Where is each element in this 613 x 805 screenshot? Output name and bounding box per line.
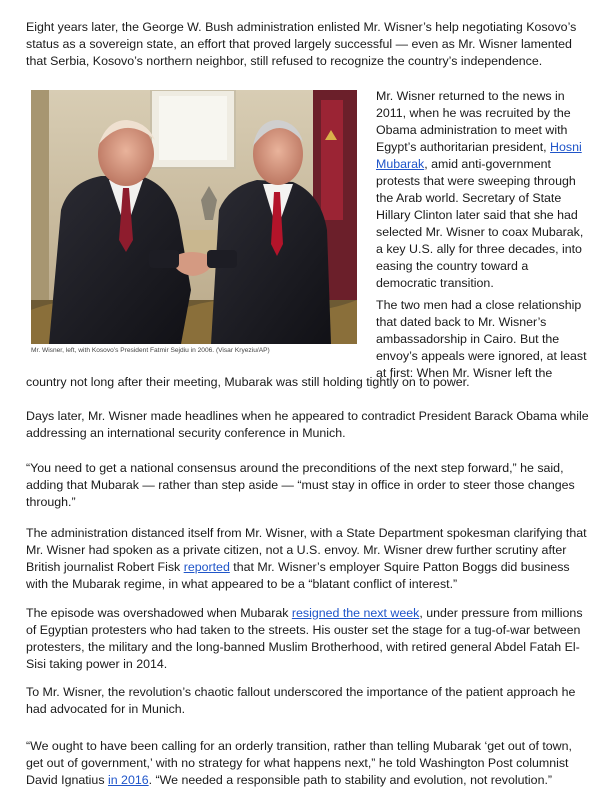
paragraph-mubarak-2011: [376, 88, 590, 292]
paragraph-text: The administration distanced itself from Mr. Wisner, with a State Department spokesman clarifying that Mr. Wisner had spoken as a private citizen, not a U.S. envoy. Mr. Wisner drew further scrutiny after British journalist Robert Fisk: [26, 526, 587, 574]
paragraph-text: The episode was overshadowed when Mubarak: [26, 606, 292, 620]
paragraph-resigned: [26, 605, 592, 673]
paragraph-text: “We ought to have been calling for an orderly transition, rather than telling Mubarak ‘get out of town, get out of government,’ with no strategy for what happens next,” he told Washington Post columnist David Ignatius: [26, 739, 572, 787]
link-reported[interactable]: reported: [183, 560, 230, 574]
paragraph-text: , amid anti-government protests that were sweeping through the Arab world. Secretary of State Hillary Clinton later said that she had selected Mr. Wisner to coax Mubarak, a key U.S. ally for three decades, into easing the country toward a democratic transition.: [376, 157, 584, 290]
paragraph-relationship: The two men had a close relationship that dated back to Mr. Wisner’s ambassadorship in Cairo. But the envoy’s appeals were ignored, at least at first: When Mr. Wisner left the: [376, 298, 587, 380]
paragraph-munich: Days later, Mr. Wisner made headlines when he appeared to contradict President Barack Obama while addressing an international security conference in Munich.: [26, 409, 589, 440]
paragraph-quote-consensus: “You need to get a national consensus around the preconditions of the next step forward,” he said, adding that Mubarak — rather than step aside — “must stay in office in order to steer those changes through.”: [26, 461, 575, 509]
link-hosni-mubarak[interactable]: Hosni Mubarak: [376, 140, 582, 171]
paragraph-administration: [26, 525, 592, 593]
article-photo: [31, 90, 357, 344]
link-in-2016[interactable]: in 2016: [107, 773, 149, 787]
photo-illustration: [31, 90, 357, 344]
paragraph-text: that Mr. Wisner’s employer Squire Patton Boggs did business with the Mubarak regime, in what appeared to be a “blatant conflict of interest.”: [26, 560, 570, 591]
paragraph-kosovo: Eight years later, the George W. Bush administration enlisted Mr. Wisner’s help negotiating Kosovo’s status as a sovereign state, an effort that proved largely successful — even as Mr. Wisner lamented that Serbia, Kosovo’s northern neighbor, still refused to recognize the country’s independence.: [26, 20, 577, 68]
paragraph-text: . “We needed a responsible path to stability and evolution, not revolution.”: [148, 773, 553, 787]
photo-caption: Mr. Wisner, left, with Kosovo’s President Fatmir Sejdiu in 2006. (Visar Kryeziu/AP): [31, 347, 270, 354]
paragraph-text: Mr. Wisner returned to the news in 2011, when he was recruited by the Obama administration to meet with Egypt’s authoritarian president,: [376, 89, 571, 154]
paragraph-relationship-cont: country not long after their meeting, Mubarak was still holding tightly on to power.: [26, 375, 470, 389]
link-resigned-next-week[interactable]: resigned the next week: [291, 606, 420, 620]
paragraph-orderly-transition: [26, 738, 592, 789]
paragraph-fallout: To Mr. Wisner, the revolution’s chaotic fallout underscored the importance of the patient approach he had advocated for in Munich.: [26, 685, 576, 716]
paragraph-text: , under pressure from millions of Egyptian protesters who had taken to the streets. His ouster set the stage for a tug-of-war between protesters, the military and the long-banned Muslim Brotherhood, with retired general Abdel Fatah El-Sisi taking power in 2014.: [26, 606, 583, 671]
